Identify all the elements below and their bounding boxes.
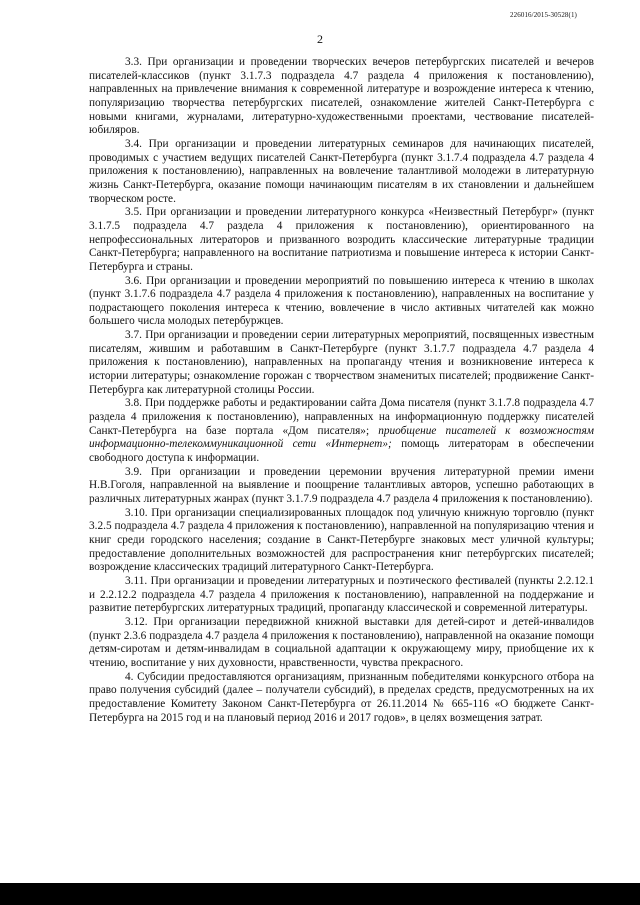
paragraph-3-8-italic: приобщение писателей к возможностям информационно-телекоммуникационной сети «Интернет»; <box>89 424 595 451</box>
paragraph-3-4: 3.4. При организации и проведении литературных семинаров для начинающих писателей, проводимых с участием ведущих писателей Санкт-Петербурга (пункт 3.1.7.4 подраздела 4.7 раздела 4 приложения к постановлению), направленных на вовлечение талантливой молодежи в литературную жизнь Санкт-Петербурга, оказание помощи начинающим писателям в их становлении и дальнейшем творческом росте. <box>89 137 594 205</box>
paragraph-3-11: 3.11. При организации и проведении литературных и поэтического фестивалей (пункты 2.2.12.1 и 2.2.12.2 подраздела 4.7 раздела 4 приложения к постановлению), направленной на поддержание и развитие петербургских литературных традиций, пропаганду классической и современной литературы. <box>89 574 594 615</box>
paragraph-3-5: 3.5. При организации и проведении литературного конкурса «Неизвестный Петербург» (пункт 3.1.7.5 подраздела 4.7 раздела 4 приложения к постановлению), ориентированного на непрофессиональных литераторов и призванного возродить классические литературные традиции Санкт-Петербурга; направленного на воспитание патриотизма и повышение интереса к истории Санкт-Петербурга и страны. <box>89 206 594 273</box>
document-id: 226016/2015-30528(1) <box>510 11 577 19</box>
paragraph-3-9: 3.9. При организации и проведении церемонии вручения литературной премии имени Н.В.Гоголя, направленной на выявление и поощрение талантливых авторов, успешно работающих в различных литературных жанрах (пункт 3.1.7.9 подраздела 4.7 раздела 4 приложения к постановлению). <box>89 465 594 505</box>
paragraph-3-12: 3.12. При организации передвижной книжной выставки для детей-сирот и детей-инвалидов (пункт 2.3.6 подраздела 4.7 раздела 4 приложения к постановлению), направленной на оказание помощи детям-сиротам и детям-инвалидам в социальной адаптации к окружающему миру, приобщение их к чтению, воспитание у них духовности, нравственности, чувства прекрасного. <box>89 615 594 669</box>
paragraph-3-8-lead: 3.8. При поддержке работы и редактировании сайта Дома писателя (пункт 3.1.7.8 подраздела 4.7 раздела 4 приложения к постановлению), направленных на информационную поддержку писателей Санкт-Петербурга на базе портала «Дом писателя»; <box>89 397 594 437</box>
paragraph-3-7: 3.7. При организации и проведении серии литературных мероприятий, посвященных известным писателям, жившим и работавшим в Санкт-Петербурге (пункт 3.1.7.7 подраздела 4.7 раздела 4 приложения к постановлению), направленных на пропаганду чтения и возникновение интереса к истории литературы; ознакомление горожан с творчеством знаменитых писателей; продвижение Санкт-Петербурга как литературной столицы России. <box>89 329 594 396</box>
page-number: 2 <box>317 32 323 46</box>
paragraph-3-10: 3.10. При организации специализированных площадок под уличную книжную торговлю (пункт 3.2.5 подраздела 4.7 раздела 4 приложения к постановлению), направленной на популяризацию чтения и книг среди городского населения; создание в Санкт-Петербурге знаковых мест уличной культуры; предоставление дополнительных возможностей для распространения книг петербургских писателей; возрождение классических традиций литературного Санкт-Петербурга. <box>89 506 594 574</box>
paragraph-3-8 <box>89 397 594 465</box>
paragraph-3-3: 3.3. При организации и проведении творческих вечеров петербургских писателей и вечеров писателей-классиков (пункт 3.1.7.3 подраздела 4.7 раздела 4 приложения к постановлению), направленных на привлечение внимания к современной литературе и возрождение интереса к чтению, популяризацию творчества петербургских писателей, ознакомление жителей Санкт-Петербурга с новыми книгами, журналами, литературно-художественными проектами, чествование писателей-юбиляров. <box>89 56 594 137</box>
paragraph-3-8-tail: помощь литераторам в обеспечении свободного доступа к информации. <box>89 438 594 465</box>
document-body <box>89 56 594 725</box>
scan-bottom-bar <box>0 883 640 905</box>
paragraph-4: 4. Субсидии предоставляются организациям, признанным победителями конкурсного отбора на право получения субсидий (далее – получатели субсидий), в пределах средств, предусмотренных на их предоставление Комитету Законом Санкт-Петербурга от 26.11.2014 № 665-116 «О бюджете Санкт-Петербурга на 2015 год и на плановый период 2016 и 2017 годов», в целях возмещения затрат. <box>89 670 594 724</box>
paragraph-3-6: 3.6. При организации и проведении мероприятий по повышению интереса к чтению в школах (пункт 3.1.7.6 подраздела 4.7 раздела 4 приложения к постановлению), направленных на воспитание у подрастающего поколения интереса к чтению, вовлечение в число активных читателей как можно большего числа молодых петербуржцев. <box>89 274 594 328</box>
